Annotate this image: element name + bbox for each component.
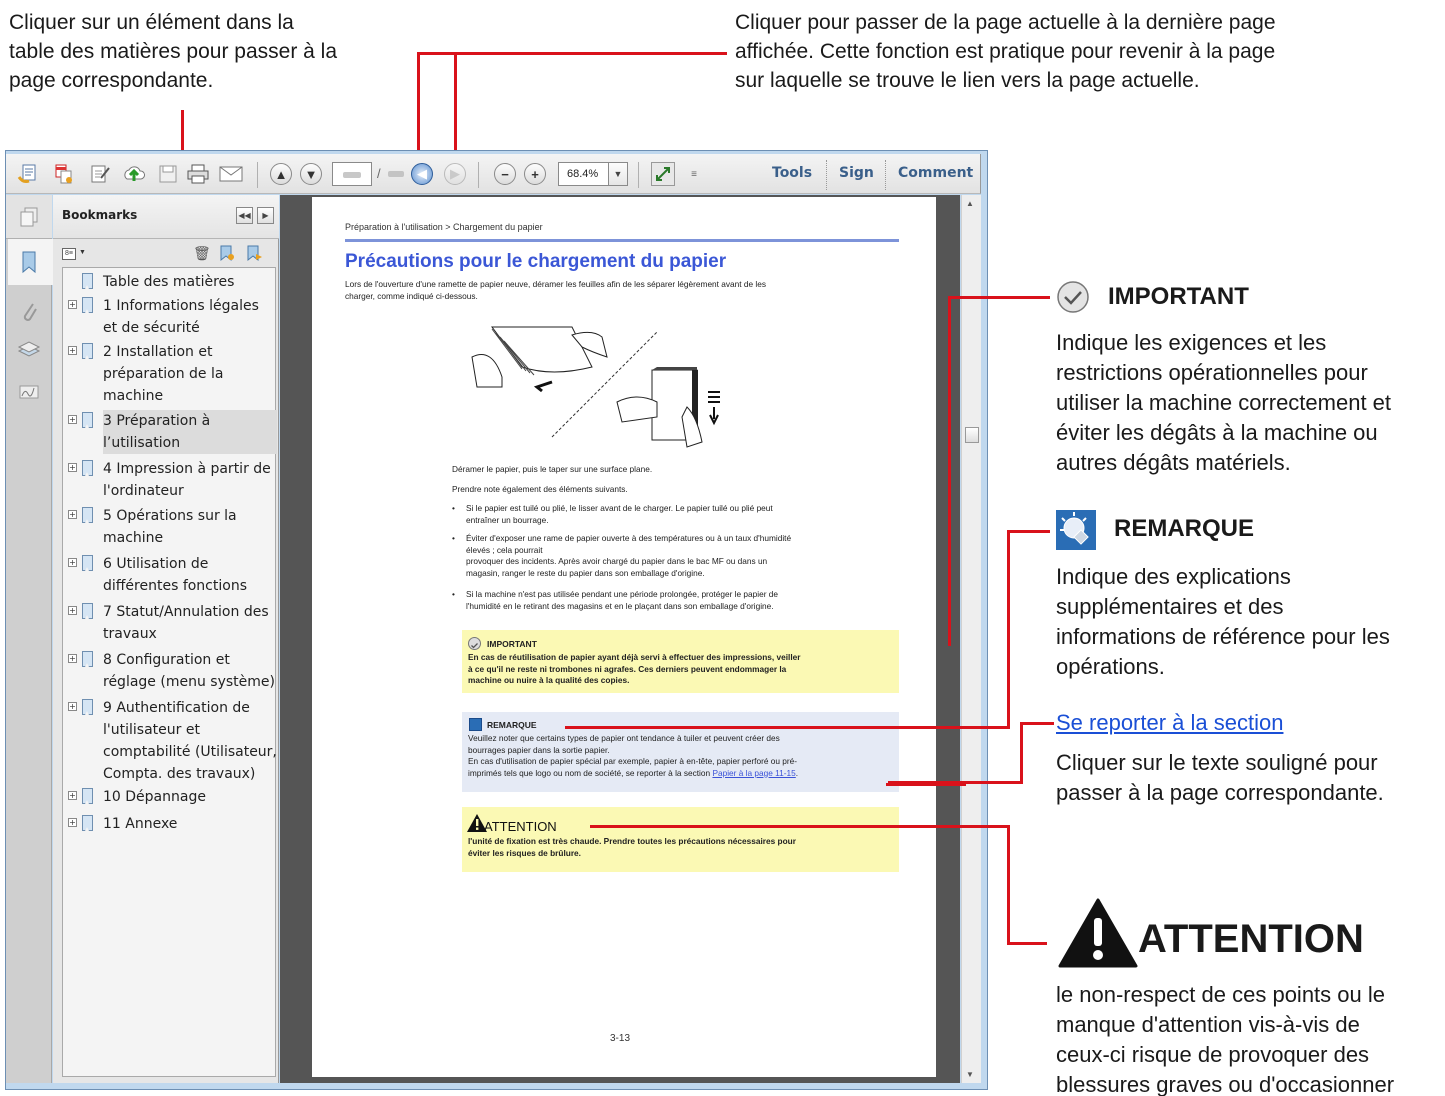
expand-plus-icon[interactable]: + [69, 463, 76, 472]
callout-line-text: blessures graves ou d'occasionner [1056, 1072, 1395, 1096]
vertical-scrollbar[interactable] [961, 195, 981, 1083]
callout-attention-text [1056, 980, 1394, 1096]
toolbar [6, 154, 981, 194]
bullet-line: l'humidité en le retirant des magasins et en le plaçant dans son emballage d'origine. [466, 600, 774, 611]
remarque-box-title: REMARQUE [487, 720, 537, 730]
bullet-item [466, 589, 906, 612]
collapse-panel-button[interactable] [236, 207, 253, 224]
bookmark-label: 3 Préparation à l’utilisation [103, 410, 277, 454]
callout-line-text: supplémentaires et des [1056, 594, 1284, 619]
callout-link-title[interactable]: Se reporter à la section [1056, 710, 1284, 735]
sign-button[interactable]: Sign [839, 165, 874, 181]
attention-line: éviter les risques de brûlure. [468, 847, 581, 858]
email-icon[interactable] [219, 162, 243, 186]
play-right-icon: ▶ [262, 211, 269, 220]
callout-line-text: Cliquer sur le texte souligné pour [1056, 750, 1378, 775]
callout-line-text: passer à la page correspondante. [1056, 780, 1384, 805]
bookmark-label: 5 Opérations sur la machine [103, 508, 237, 546]
bookmark-icon [82, 412, 93, 428]
bookmark-label: 6 Utilisation de différentes fonctions [103, 556, 247, 594]
callout-line-text: autres dégâts matériels. [1056, 450, 1291, 475]
bookmark-label: 11 Annexe [103, 816, 178, 832]
bookmark-icon [82, 507, 93, 523]
double-left-icon: ◀◀ [238, 211, 251, 220]
callout-line [948, 296, 951, 646]
intro-text [345, 278, 905, 302]
callout-line-text: opérations. [1056, 654, 1165, 679]
callout-line-text: utiliser la machine correctement et [1056, 390, 1392, 415]
toolbar-separator [478, 162, 479, 188]
breadcrumb: Préparation à l'utilisation > Chargement du papier [345, 222, 543, 232]
lightbulb-icon [1056, 510, 1096, 555]
bookmark-label: 8 Configuration et réglage (menu système) [103, 652, 275, 690]
warning-triangle-icon [1058, 898, 1138, 973]
previous-view-button[interactable] [411, 163, 433, 185]
callout-line [565, 726, 1010, 729]
important-box-title: IMPORTANT [487, 639, 537, 649]
bookmark-icon [82, 555, 93, 571]
arrow-up-icon: ▲ [274, 166, 288, 182]
full-screen-icon[interactable] [651, 162, 675, 186]
callout-line [590, 825, 1010, 828]
callout-toc-line: Cliquer sur un élément dans la [9, 11, 294, 34]
bookmark-label: 7 Statut/Annulation des travaux [103, 604, 269, 642]
remarque-line: Veuillez noter que certains types de papier ont tendance à tuiler et peuvent créer des [468, 733, 780, 743]
expand-plus-icon[interactable]: + [69, 818, 76, 827]
bookmark-label: Table des matières [103, 274, 235, 290]
important-line: machine ou nuire à la qualité des copies. [468, 675, 630, 685]
note-lead: Prendre note également des éléments suivants. [452, 484, 628, 494]
callout-previous-view-line: sur laquelle se trouve le lien vers la page actuelle. [735, 69, 1200, 92]
important-line: En cas de réutilisation de papier ayant déjà servi à effectuer des impressions, veiller [468, 652, 801, 662]
callout-line [1007, 825, 1010, 945]
expand-panel-button[interactable] [257, 207, 274, 224]
callout-line [1020, 722, 1054, 725]
section-link[interactable]: Papier à la page 11-15 [712, 767, 796, 778]
bookmarks-panel-header [53, 195, 279, 239]
important-box-text [468, 652, 896, 687]
pdf-viewer-window [5, 150, 988, 1090]
bookmark-icon [82, 343, 93, 359]
bookmark-icon [82, 297, 93, 313]
important-box [462, 630, 899, 693]
check-circle-icon [1056, 280, 1090, 319]
remarque-box [462, 712, 899, 792]
toolbar-separator [885, 160, 886, 190]
expand-plus-icon[interactable]: + [69, 606, 76, 615]
attention-box [462, 807, 899, 872]
callout-line-text: informations de référence pour les [1056, 624, 1390, 649]
bookmarks-list [62, 267, 276, 1077]
combine-files-icon[interactable] [52, 162, 76, 186]
callout-line-text: restrictions opérationnelles pour [1056, 360, 1368, 385]
callout-toc-line: page correspondante. [9, 69, 214, 92]
zoom-in-button[interactable] [524, 163, 546, 185]
toolbar-separator [826, 160, 827, 190]
pdf-page [312, 197, 936, 1077]
callout-attention-title: ATTENTION [1138, 917, 1364, 961]
bullet-line: provoquer des incidents. Après avoir chargé du papier dans le bac MF ou dans un [466, 556, 768, 566]
expand-plus-icon[interactable]: + [69, 300, 76, 309]
callout-toc-line: table des matières pour passer à la [9, 40, 338, 63]
scroll-up-icon[interactable]: ▲ [966, 199, 974, 208]
callout-line [948, 296, 1050, 299]
bookmark-icon [82, 699, 93, 715]
expand-plus-icon[interactable]: + [69, 415, 76, 424]
bookmark-icon [82, 651, 93, 667]
plus-icon: + [531, 166, 539, 182]
callout-line-text: le non-respect de ces points ou le [1056, 982, 1385, 1007]
bullet-line: magasin, ranger le reste du papier dans son emballage d'origine. [466, 567, 705, 578]
remarque-box-text [468, 733, 896, 779]
edit-pdf-icon[interactable] [88, 162, 112, 186]
bookmarks-title: Bookmarks [62, 208, 138, 222]
remarque-line-text: imprimés tels que logo ou nom de société, se reporter à la section [468, 767, 713, 778]
toolbar-separator [638, 162, 639, 188]
bullet-item [466, 503, 906, 526]
bookmark-icon [82, 788, 93, 804]
callout-previous-view-line: Cliquer pour passer de la page actuelle à la dernière page [735, 11, 1276, 34]
callout-previous-view-line: affichée. Cette fonction est pratique pour revenir à la page [735, 40, 1276, 63]
bookmarks-panel [53, 195, 279, 1083]
next-page-button[interactable] [300, 163, 322, 185]
remarque-line: bourrages papier dans la sortie papier. [468, 744, 610, 755]
chevron-down-icon: ▼ [613, 169, 623, 179]
bookmark-label: 4 Impression à partir de l'ordinateur [103, 461, 271, 499]
intro-line: Lors de l'ouverture d'une ramette de papier neuve, déramer les feuilles afin de les séparer légèrement avant de les [345, 279, 767, 289]
previous-page-button[interactable] [270, 163, 292, 185]
callout-line-text: ceux-ci risque de provoquer des [1056, 1042, 1370, 1067]
page-thumbnails-tab[interactable] [6, 195, 52, 239]
delete-bookmark-icon[interactable]: 🗑 [193, 245, 211, 261]
attention-line: l'unité de fixation est très chaude. Prendre toutes les précautions nécessaires pour [468, 836, 796, 846]
signatures-icon[interactable] [16, 379, 42, 405]
back-arrow-icon: ◀ [417, 166, 427, 181]
page-number-input[interactable] [332, 162, 372, 186]
page-thumbnails-icon [16, 204, 42, 230]
check-circle-icon [468, 637, 481, 650]
page-separator: / [377, 166, 381, 181]
next-view-button[interactable] [444, 163, 466, 185]
navigation-rail [6, 195, 52, 1083]
page-number: 3-13 [610, 1033, 631, 1044]
zoom-dropdown-button[interactable] [608, 162, 628, 186]
bookmark-icon [82, 460, 93, 476]
callout-important-text [1056, 328, 1391, 478]
callout-link-text [1056, 748, 1384, 808]
heading-rule [345, 239, 899, 242]
bookmark-icon [82, 273, 93, 289]
zoom-level-value: 68.4% [567, 168, 599, 180]
new-bookmark-icon[interactable] [219, 244, 235, 267]
comment-button[interactable]: Comment [898, 165, 974, 181]
remarque-line-end: . [795, 767, 799, 778]
callout-line-text: manque d'attention vis-à-vis de [1056, 1012, 1360, 1037]
upload-cloud-icon[interactable] [122, 162, 146, 186]
callout-remarque-text [1056, 562, 1390, 682]
bookmark-label: 1 Informations légales et de sécurité [103, 298, 259, 336]
scrollbar-thumb[interactable] [965, 427, 979, 443]
save-icon[interactable] [156, 162, 180, 186]
callout-line-text: éviter les dégâts à la machine ou [1056, 420, 1378, 445]
callout-line [1020, 722, 1023, 784]
bookmark-label: 9 Authentification de l'utilisateur et comptabilité (Utilisateur, Compta. des travaux) [103, 700, 277, 782]
remarque-line [468, 768, 896, 780]
lightbulb-icon [469, 718, 482, 731]
options-dropdown-icon[interactable]: ▼ [79, 249, 86, 256]
callout-line [1007, 530, 1050, 533]
minus-icon: − [501, 166, 509, 182]
expand-plus-icon[interactable]: + [69, 791, 76, 800]
paper-fanning-illustration [462, 307, 742, 457]
bookmark-icon [82, 603, 93, 619]
bookmark-icon [82, 815, 93, 831]
tools-button[interactable]: Tools [772, 165, 813, 181]
callout-line [1007, 942, 1047, 945]
bookmark-icon [16, 249, 42, 275]
step-text: Déramer le papier, puis le taper sur une surface plane. [452, 464, 653, 474]
callout-line-text: Indique les exigences et les [1056, 330, 1327, 355]
layers-icon[interactable] [16, 337, 42, 363]
expand-plus-icon[interactable]: + [69, 654, 76, 663]
scroll-down-icon[interactable]: ▼ [966, 1070, 974, 1079]
document-area [280, 195, 960, 1083]
zoom-out-button[interactable] [494, 163, 516, 185]
page-title: Précautions pour le chargement du papier [345, 251, 727, 272]
attention-box-title: ATTENTION [484, 819, 557, 834]
bullet-line: élevés ; cela pourrait [466, 544, 543, 555]
callout-toc [9, 8, 337, 95]
bookmarks-tab[interactable] [8, 239, 53, 285]
bullet-line: entraîner un bourrage. [466, 514, 549, 525]
attachments-icon[interactable] [16, 299, 42, 325]
attention-box-text [468, 836, 896, 859]
expand-plus-icon[interactable]: + [69, 346, 76, 355]
expand-bookmark-icon[interactable] [246, 244, 264, 267]
toolbar-separator [257, 162, 258, 188]
callout-line [888, 781, 1023, 784]
expand-plus-icon[interactable]: + [69, 510, 76, 519]
important-line: à ce qu'il ne reste ni trombones ni agrafes. Ces derniers peuvent endommager la [468, 663, 787, 674]
callout-remarque-title: REMARQUE [1114, 515, 1255, 542]
expand-plus-icon[interactable]: + [69, 558, 76, 567]
expand-plus-icon[interactable]: + [69, 702, 76, 711]
page-total [388, 171, 404, 177]
print-icon[interactable] [186, 162, 210, 186]
bullet-line: • Si le papier est tuilé ou plié, le lisser avant de le charger. Le papier tuilé ou plié peut [466, 503, 773, 513]
callout-line-text: Indique des explications [1056, 564, 1291, 589]
callout-line [417, 52, 727, 55]
bullet-line: • Si la machine n'est pas utilisée pendant une période prolongée, protéger le papier de [466, 589, 779, 599]
forward-arrow-icon: ▶ [450, 166, 460, 181]
bookmarks-toolbar [53, 239, 279, 269]
remarque-line: En cas d'utilisation de papier spécial par exemple, papier à en-tête, papier perforé ou pré- [468, 756, 798, 766]
intro-line: charger, comme indiqué ci-dessous. [345, 291, 478, 301]
bookmark-label: 10 Dépannage [103, 789, 206, 805]
create-pdf-icon[interactable] [16, 162, 40, 186]
bookmark-label: 2 Installation et préparation de la machine [103, 344, 224, 404]
toolbar-overflow-icon[interactable]: ≡ [691, 168, 697, 180]
bullet-item [466, 533, 906, 579]
arrow-down-icon: ▼ [304, 166, 318, 182]
bullet-line: • Éviter d'exposer une rame de papier ouverte à des températures ou à un taux d'humidité [466, 533, 792, 543]
callout-previous-view [735, 8, 1276, 95]
callout-line [1007, 530, 1010, 729]
options-menu-icon[interactable]: 8≡ [62, 248, 76, 260]
callout-important-title: IMPORTANT [1108, 283, 1249, 310]
